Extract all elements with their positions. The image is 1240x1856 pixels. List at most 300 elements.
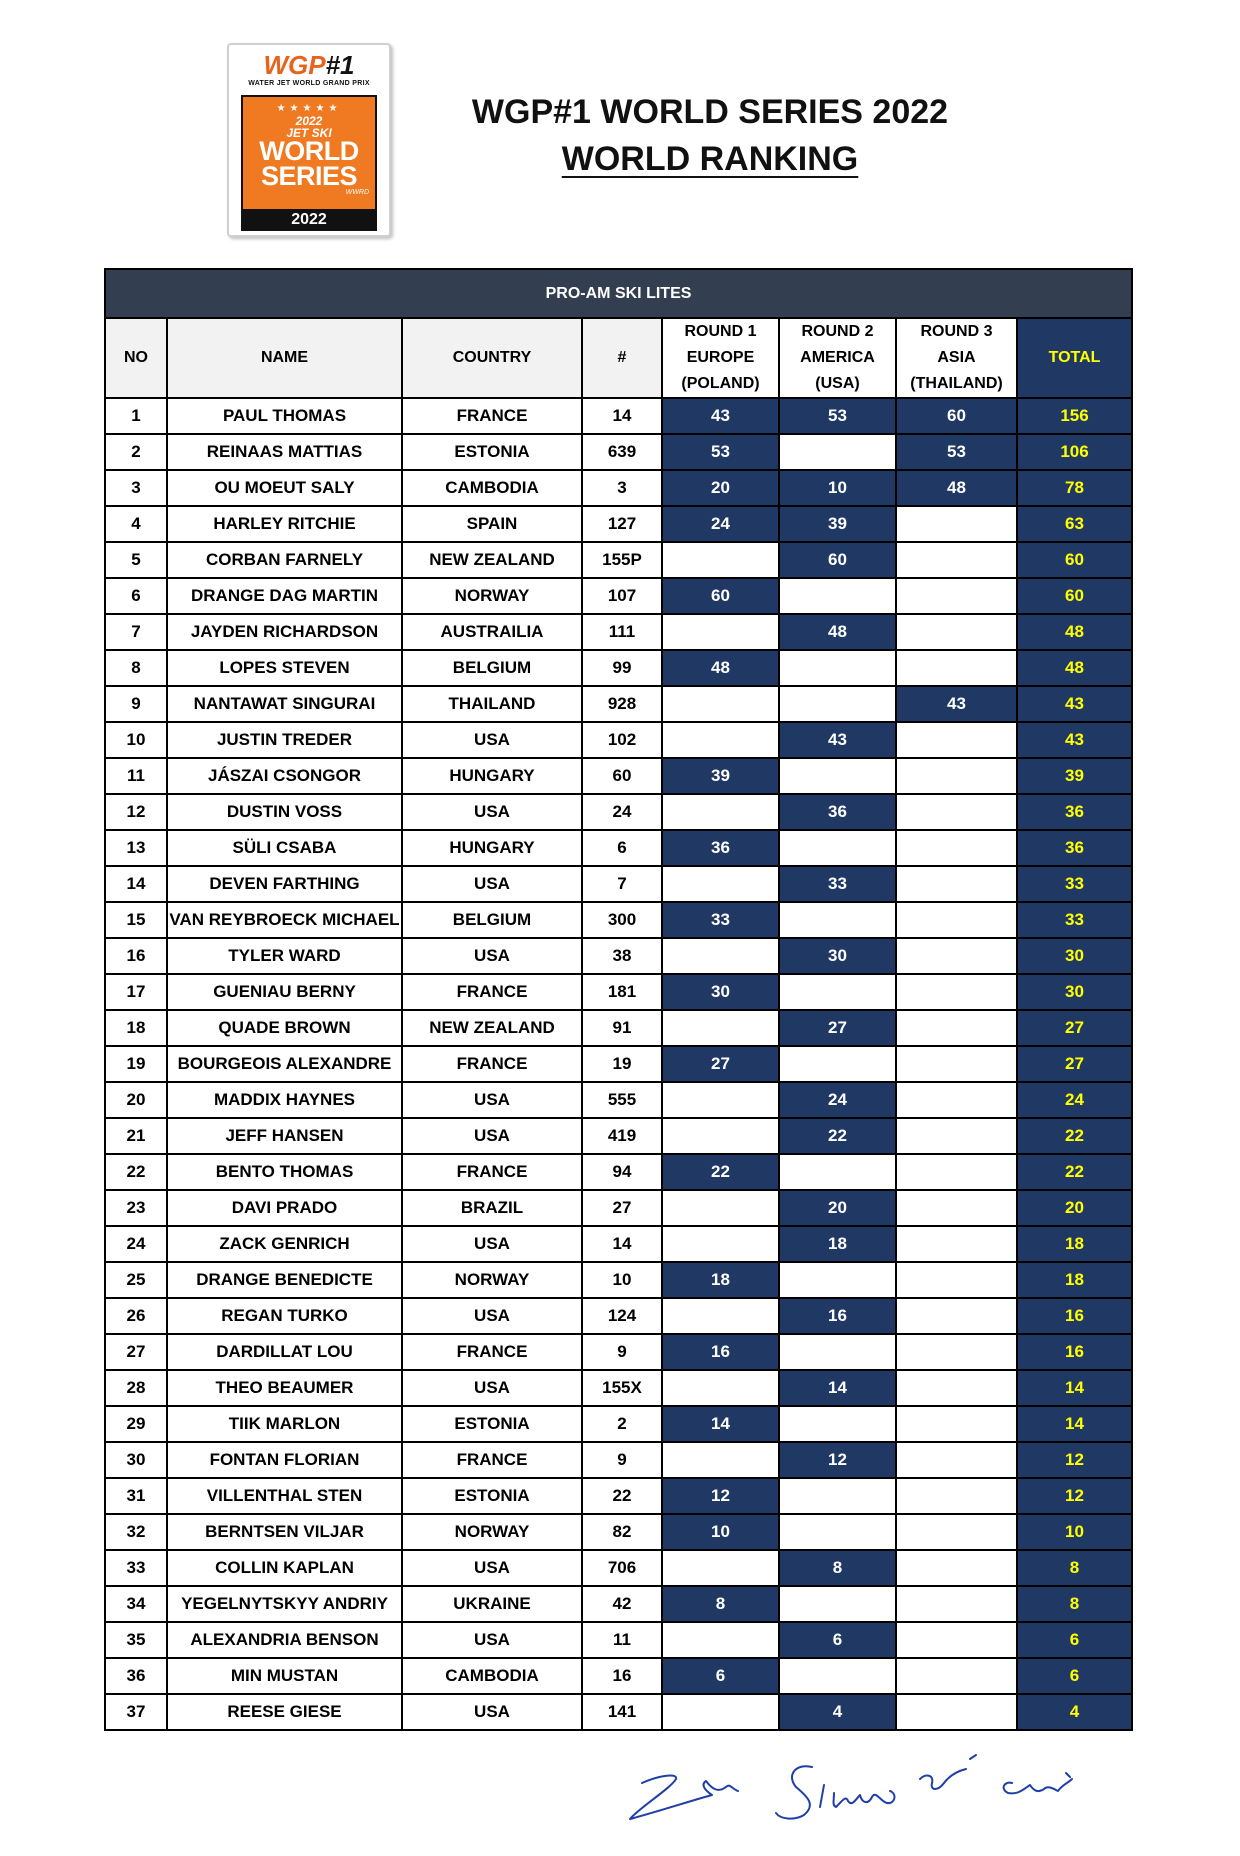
cell-round-3 xyxy=(896,1550,1017,1586)
cell-no: 5 xyxy=(105,542,167,578)
cell-country: BRAZIL xyxy=(402,1190,582,1226)
cell-round-2 xyxy=(779,1514,896,1550)
cell-no: 24 xyxy=(105,1226,167,1262)
header-number: # xyxy=(582,318,662,398)
page-subtitle xyxy=(400,139,1020,179)
cell-name: DARDILLAT LOU xyxy=(167,1334,402,1370)
cell-round-3 xyxy=(896,758,1017,794)
cell-no: 10 xyxy=(105,722,167,758)
cell-no: 26 xyxy=(105,1298,167,1334)
cell-no: 17 xyxy=(105,974,167,1010)
header-round-1-line-3: (POLAND) xyxy=(681,375,760,392)
cell-round-2: 4 xyxy=(779,1694,896,1730)
cell-round-3 xyxy=(896,974,1017,1010)
cell-no: 2 xyxy=(105,434,167,470)
cell-country: NEW ZEALAND xyxy=(402,542,582,578)
cell-country: NORWAY xyxy=(402,578,582,614)
cell-no: 12 xyxy=(105,794,167,830)
table-row xyxy=(105,1010,1132,1046)
header-round-3-line-3: (THAILAND) xyxy=(910,375,1003,392)
table-row xyxy=(105,1082,1132,1118)
logo-stars: ★★★★★ xyxy=(276,103,342,114)
cell-country: FRANCE xyxy=(402,1334,582,1370)
cell-total: 24 xyxy=(1017,1082,1132,1118)
table-row xyxy=(105,1334,1132,1370)
cell-country: CAMBODIA xyxy=(402,470,582,506)
cell-round-3 xyxy=(896,1046,1017,1082)
cell-no: 34 xyxy=(105,1586,167,1622)
signatures xyxy=(620,1745,1140,1835)
table-row xyxy=(105,1478,1132,1514)
cell-no: 11 xyxy=(105,758,167,794)
table-row xyxy=(105,1442,1132,1478)
cell-round-3 xyxy=(896,1514,1017,1550)
cell-round-2 xyxy=(779,650,896,686)
cell-country: HUNGARY xyxy=(402,758,582,794)
cell-number: 3 xyxy=(582,470,662,506)
cell-round-1: 60 xyxy=(662,578,779,614)
signature-1 xyxy=(630,1776,738,1819)
cell-country: BELGIUM xyxy=(402,902,582,938)
cell-number: 111 xyxy=(582,614,662,650)
header-country: COUNTRY xyxy=(402,318,582,398)
cell-round-3 xyxy=(896,1442,1017,1478)
cell-total: 48 xyxy=(1017,614,1132,650)
cell-name: REESE GIESE xyxy=(167,1694,402,1730)
cell-round-1: 48 xyxy=(662,650,779,686)
cell-round-3 xyxy=(896,1082,1017,1118)
cell-total: 6 xyxy=(1017,1622,1132,1658)
cell-number: 181 xyxy=(582,974,662,1010)
cell-no: 15 xyxy=(105,902,167,938)
header-round-3-line-2: ASIA xyxy=(937,349,976,366)
cell-country: UKRAINE xyxy=(402,1586,582,1622)
table-row xyxy=(105,794,1132,830)
cell-name: OU MOEUT SALY xyxy=(167,470,402,506)
cell-round-2: 39 xyxy=(779,506,896,542)
cell-number: 42 xyxy=(582,1586,662,1622)
cell-round-3 xyxy=(896,830,1017,866)
cell-total: 63 xyxy=(1017,506,1132,542)
cell-round-3 xyxy=(896,794,1017,830)
cell-round-2 xyxy=(779,434,896,470)
column-header-row xyxy=(105,318,1132,398)
table-row xyxy=(105,1370,1132,1406)
cell-country: THAILAND xyxy=(402,686,582,722)
cell-round-3 xyxy=(896,542,1017,578)
cell-round-3 xyxy=(896,1406,1017,1442)
cell-total: 18 xyxy=(1017,1226,1132,1262)
cell-name: ZACK GENRICH xyxy=(167,1226,402,1262)
header-no: NO xyxy=(105,318,167,398)
cell-round-2 xyxy=(779,1478,896,1514)
cell-number: 16 xyxy=(582,1658,662,1694)
ranking-table xyxy=(104,268,1133,1731)
cell-round-1: 27 xyxy=(662,1046,779,1082)
cell-round-3 xyxy=(896,1658,1017,1694)
cell-number: 300 xyxy=(582,902,662,938)
cell-no: 21 xyxy=(105,1118,167,1154)
cell-total: 22 xyxy=(1017,1154,1132,1190)
cell-round-2: 22 xyxy=(779,1118,896,1154)
cell-country: FRANCE xyxy=(402,1046,582,1082)
table-row xyxy=(105,686,1132,722)
cell-country: USA xyxy=(402,1082,582,1118)
cell-round-2: 30 xyxy=(779,938,896,974)
cell-number: 124 xyxy=(582,1298,662,1334)
cell-name: PAUL THOMAS xyxy=(167,398,402,434)
logo-emblem xyxy=(241,95,377,211)
cell-round-1 xyxy=(662,938,779,974)
cell-round-2: 24 xyxy=(779,1082,896,1118)
cell-number: 706 xyxy=(582,1550,662,1586)
table-row xyxy=(105,938,1132,974)
cell-round-2: 48 xyxy=(779,614,896,650)
cell-no: 16 xyxy=(105,938,167,974)
cell-round-1 xyxy=(662,1298,779,1334)
logo-series: SERIES xyxy=(260,161,358,191)
cell-name: DRANGE DAG MARTIN xyxy=(167,578,402,614)
cell-name: JUSTIN TREDER xyxy=(167,722,402,758)
cell-name: DUSTIN VOSS xyxy=(167,794,402,830)
cell-round-1: 14 xyxy=(662,1406,779,1442)
cell-round-1: 30 xyxy=(662,974,779,1010)
cell-round-1: 6 xyxy=(662,1658,779,1694)
cell-round-3 xyxy=(896,1586,1017,1622)
cell-number: 155P xyxy=(582,542,662,578)
cell-name: DRANGE BENEDICTE xyxy=(167,1262,402,1298)
cell-country: USA xyxy=(402,1118,582,1154)
section-title: PRO-AM SKI LITES xyxy=(105,269,1132,318)
cell-number: 82 xyxy=(582,1514,662,1550)
cell-number: 99 xyxy=(582,650,662,686)
cell-total: 60 xyxy=(1017,542,1132,578)
cell-round-1: 39 xyxy=(662,758,779,794)
cell-round-3 xyxy=(896,578,1017,614)
cell-number: 155X xyxy=(582,1370,662,1406)
cell-total: 43 xyxy=(1017,722,1132,758)
cell-round-1: 22 xyxy=(662,1154,779,1190)
cell-name: JÁSZAI CSONGOR xyxy=(167,758,402,794)
cell-country: NORWAY xyxy=(402,1262,582,1298)
cell-round-1: 8 xyxy=(662,1586,779,1622)
cell-number: 10 xyxy=(582,1262,662,1298)
ranking-table-body xyxy=(105,398,1132,1730)
cell-name: BERNTSEN VILJAR xyxy=(167,1514,402,1550)
cell-name: TYLER WARD xyxy=(167,938,402,974)
cell-round-1 xyxy=(662,1442,779,1478)
cell-name: NANTAWAT SINGURAI xyxy=(167,686,402,722)
cell-round-1 xyxy=(662,794,779,830)
cell-round-3 xyxy=(896,1478,1017,1514)
table-row xyxy=(105,758,1132,794)
cell-total: 36 xyxy=(1017,794,1132,830)
table-row xyxy=(105,398,1132,434)
cell-number: 38 xyxy=(582,938,662,974)
cell-country: USA xyxy=(402,1298,582,1334)
header-round-3-line-1: ROUND 3 xyxy=(920,323,993,340)
cell-total: 16 xyxy=(1017,1334,1132,1370)
cell-total: 33 xyxy=(1017,902,1132,938)
cell-round-2 xyxy=(779,1406,896,1442)
cell-round-2 xyxy=(779,1334,896,1370)
cell-country: USA xyxy=(402,1622,582,1658)
cell-number: 9 xyxy=(582,1334,662,1370)
cell-total: 16 xyxy=(1017,1298,1132,1334)
cell-round-3 xyxy=(896,650,1017,686)
cell-country: NEW ZEALAND xyxy=(402,1010,582,1046)
cell-total: 12 xyxy=(1017,1442,1132,1478)
table-row xyxy=(105,434,1132,470)
cell-no: 35 xyxy=(105,1622,167,1658)
cell-round-2: 16 xyxy=(779,1298,896,1334)
cell-total: 20 xyxy=(1017,1190,1132,1226)
cell-round-1 xyxy=(662,1550,779,1586)
table-row xyxy=(105,866,1132,902)
table-row xyxy=(105,1406,1132,1442)
cell-number: 141 xyxy=(582,1694,662,1730)
cell-total: 27 xyxy=(1017,1046,1132,1082)
cell-number: 24 xyxy=(582,794,662,830)
cell-round-2: 12 xyxy=(779,1442,896,1478)
cell-total: 30 xyxy=(1017,974,1132,1010)
cell-name: SÜLI CSABA xyxy=(167,830,402,866)
cell-no: 33 xyxy=(105,1550,167,1586)
cell-round-2: 14 xyxy=(779,1370,896,1406)
cell-round-3 xyxy=(896,506,1017,542)
cell-name: CORBAN FARNELY xyxy=(167,542,402,578)
cell-number: 419 xyxy=(582,1118,662,1154)
logo-brand-main: WGP xyxy=(263,50,326,80)
cell-total: 36 xyxy=(1017,830,1132,866)
cell-round-1: 20 xyxy=(662,470,779,506)
cell-no: 37 xyxy=(105,1694,167,1730)
cell-country: USA xyxy=(402,1226,582,1262)
cell-round-2 xyxy=(779,902,896,938)
cell-number: 6 xyxy=(582,830,662,866)
header-round-1-line-2: EUROPE xyxy=(686,349,755,366)
cell-number: 27 xyxy=(582,1190,662,1226)
cell-total: 48 xyxy=(1017,650,1132,686)
cell-round-2 xyxy=(779,1586,896,1622)
table-row xyxy=(105,578,1132,614)
cell-country: USA xyxy=(402,794,582,830)
table-row xyxy=(105,1514,1132,1550)
logo-small-year: 2022 xyxy=(295,114,323,128)
cell-round-2: 53 xyxy=(779,398,896,434)
cell-round-2: 43 xyxy=(779,722,896,758)
cell-round-1: 53 xyxy=(662,434,779,470)
cell-round-1 xyxy=(662,1118,779,1154)
cell-round-3 xyxy=(896,1226,1017,1262)
cell-round-2: 20 xyxy=(779,1190,896,1226)
cell-name: VAN REYBROECK MICHAEL xyxy=(167,902,402,938)
cell-no: 18 xyxy=(105,1010,167,1046)
cell-no: 6 xyxy=(105,578,167,614)
cell-no: 3 xyxy=(105,470,167,506)
cell-name: ALEXANDRIA BENSON xyxy=(167,1622,402,1658)
cell-no: 30 xyxy=(105,1442,167,1478)
cell-round-1 xyxy=(662,1190,779,1226)
cell-name: REGAN TURKO xyxy=(167,1298,402,1334)
cell-round-1 xyxy=(662,1370,779,1406)
cell-round-3 xyxy=(896,1010,1017,1046)
cell-country: ESTONIA xyxy=(402,1478,582,1514)
cell-country: NORWAY xyxy=(402,1514,582,1550)
cell-number: 2 xyxy=(582,1406,662,1442)
cell-round-1: 18 xyxy=(662,1262,779,1298)
logo-year: 2022 xyxy=(241,209,377,231)
header-total: TOTAL xyxy=(1017,318,1132,398)
cell-name: REINAAS MATTIAS xyxy=(167,434,402,470)
cell-number: 14 xyxy=(582,398,662,434)
header-round-1-line-1: ROUND 1 xyxy=(684,323,757,340)
logo-brand xyxy=(235,51,383,91)
cell-total: 6 xyxy=(1017,1658,1132,1694)
cell-no: 27 xyxy=(105,1334,167,1370)
cell-country: FRANCE xyxy=(402,974,582,1010)
cell-round-2: 27 xyxy=(779,1010,896,1046)
cell-name: LOPES STEVEN xyxy=(167,650,402,686)
cell-round-2 xyxy=(779,1154,896,1190)
cell-total: 8 xyxy=(1017,1586,1132,1622)
cell-country: FRANCE xyxy=(402,398,582,434)
logo-brand-sub: WATER JET WORLD GRAND PRIX xyxy=(248,80,370,87)
logo-jet-ski: JET SKI xyxy=(286,126,332,140)
cell-total: 39 xyxy=(1017,758,1132,794)
cell-round-1 xyxy=(662,614,779,650)
cell-no: 32 xyxy=(105,1514,167,1550)
cell-name: BENTO THOMAS xyxy=(167,1154,402,1190)
cell-country: BELGIUM xyxy=(402,650,582,686)
cell-no: 13 xyxy=(105,830,167,866)
cell-no: 31 xyxy=(105,1478,167,1514)
cell-total: 10 xyxy=(1017,1514,1132,1550)
cell-country: USA xyxy=(402,1550,582,1586)
cell-round-3: 43 xyxy=(896,686,1017,722)
cell-total: 27 xyxy=(1017,1010,1132,1046)
cell-name: MIN MUSTAN xyxy=(167,1658,402,1694)
table-row xyxy=(105,902,1132,938)
cell-round-2: 36 xyxy=(779,794,896,830)
cell-name: DEVEN FARTHING xyxy=(167,866,402,902)
cell-country: USA xyxy=(402,1370,582,1406)
cell-country: USA xyxy=(402,938,582,974)
table-row xyxy=(105,614,1132,650)
header-name: NAME xyxy=(167,318,402,398)
cell-round-3 xyxy=(896,866,1017,902)
cell-no: 4 xyxy=(105,506,167,542)
cell-round-2: 18 xyxy=(779,1226,896,1262)
cell-number: 102 xyxy=(582,722,662,758)
cell-round-2 xyxy=(779,578,896,614)
cell-number: 555 xyxy=(582,1082,662,1118)
cell-round-1 xyxy=(662,1010,779,1046)
cell-round-3: 53 xyxy=(896,434,1017,470)
cell-round-1: 24 xyxy=(662,506,779,542)
cell-total: 14 xyxy=(1017,1370,1132,1406)
cell-no: 22 xyxy=(105,1154,167,1190)
cell-round-2: 33 xyxy=(779,866,896,902)
cell-name: COLLIN KAPLAN xyxy=(167,1550,402,1586)
table-row xyxy=(105,1226,1132,1262)
cell-no: 7 xyxy=(105,614,167,650)
cell-round-3 xyxy=(896,1298,1017,1334)
cell-country: AUSTRAILIA xyxy=(402,614,582,650)
table-row xyxy=(105,1298,1132,1334)
cell-round-3: 60 xyxy=(896,398,1017,434)
cell-number: 7 xyxy=(582,866,662,902)
cell-no: 9 xyxy=(105,686,167,722)
cell-no: 25 xyxy=(105,1262,167,1298)
table-row xyxy=(105,650,1132,686)
cell-number: 127 xyxy=(582,506,662,542)
cell-country: ESTONIA xyxy=(402,434,582,470)
cell-round-3 xyxy=(896,1118,1017,1154)
cell-name: TIIK MARLON xyxy=(167,1406,402,1442)
cell-number: 639 xyxy=(582,434,662,470)
signature-4 xyxy=(1004,1773,1072,1793)
cell-total: 8 xyxy=(1017,1550,1132,1586)
cell-round-3 xyxy=(896,722,1017,758)
cell-total: 106 xyxy=(1017,434,1132,470)
section-header-row xyxy=(105,269,1132,318)
cell-name: DAVI PRADO xyxy=(167,1190,402,1226)
cell-country: ESTONIA xyxy=(402,1406,582,1442)
table-row xyxy=(105,1046,1132,1082)
cell-total: 78 xyxy=(1017,470,1132,506)
cell-round-2 xyxy=(779,830,896,866)
cell-round-1: 33 xyxy=(662,902,779,938)
table-row xyxy=(105,1586,1132,1622)
cell-round-2: 8 xyxy=(779,1550,896,1586)
cell-round-3: 48 xyxy=(896,470,1017,506)
header-round-2-line-2: AMERICA xyxy=(800,349,875,366)
cell-round-1 xyxy=(662,686,779,722)
cell-number: 22 xyxy=(582,1478,662,1514)
cell-round-3 xyxy=(896,1154,1017,1190)
header-round-2-line-1: ROUND 2 xyxy=(801,323,874,340)
cell-no: 8 xyxy=(105,650,167,686)
cell-round-3 xyxy=(896,1370,1017,1406)
cell-no: 14 xyxy=(105,866,167,902)
cell-round-1 xyxy=(662,722,779,758)
cell-total: 156 xyxy=(1017,398,1132,434)
cell-round-1 xyxy=(662,542,779,578)
cell-round-1 xyxy=(662,1694,779,1730)
logo-brand-suffix: #1 xyxy=(325,50,355,80)
table-row xyxy=(105,830,1132,866)
cell-round-3 xyxy=(896,1694,1017,1730)
cell-country: HUNGARY xyxy=(402,830,582,866)
cell-number: 14 xyxy=(582,1226,662,1262)
cell-round-2 xyxy=(779,974,896,1010)
page-title: WGP#1 WORLD SERIES 2022 xyxy=(471,93,949,131)
cell-number: 107 xyxy=(582,578,662,614)
cell-country: USA xyxy=(402,722,582,758)
table-row xyxy=(105,974,1132,1010)
cell-total: 30 xyxy=(1017,938,1132,974)
table-row xyxy=(105,1622,1132,1658)
cell-name: JAYDEN RICHARDSON xyxy=(167,614,402,650)
table-row xyxy=(105,1154,1132,1190)
logo-world: WORLD xyxy=(259,136,359,166)
cell-total: 4 xyxy=(1017,1694,1132,1730)
cell-name: GUENIAU BERNY xyxy=(167,974,402,1010)
cell-round-3 xyxy=(896,614,1017,650)
cell-total: 33 xyxy=(1017,866,1132,902)
table-row xyxy=(105,1658,1132,1694)
